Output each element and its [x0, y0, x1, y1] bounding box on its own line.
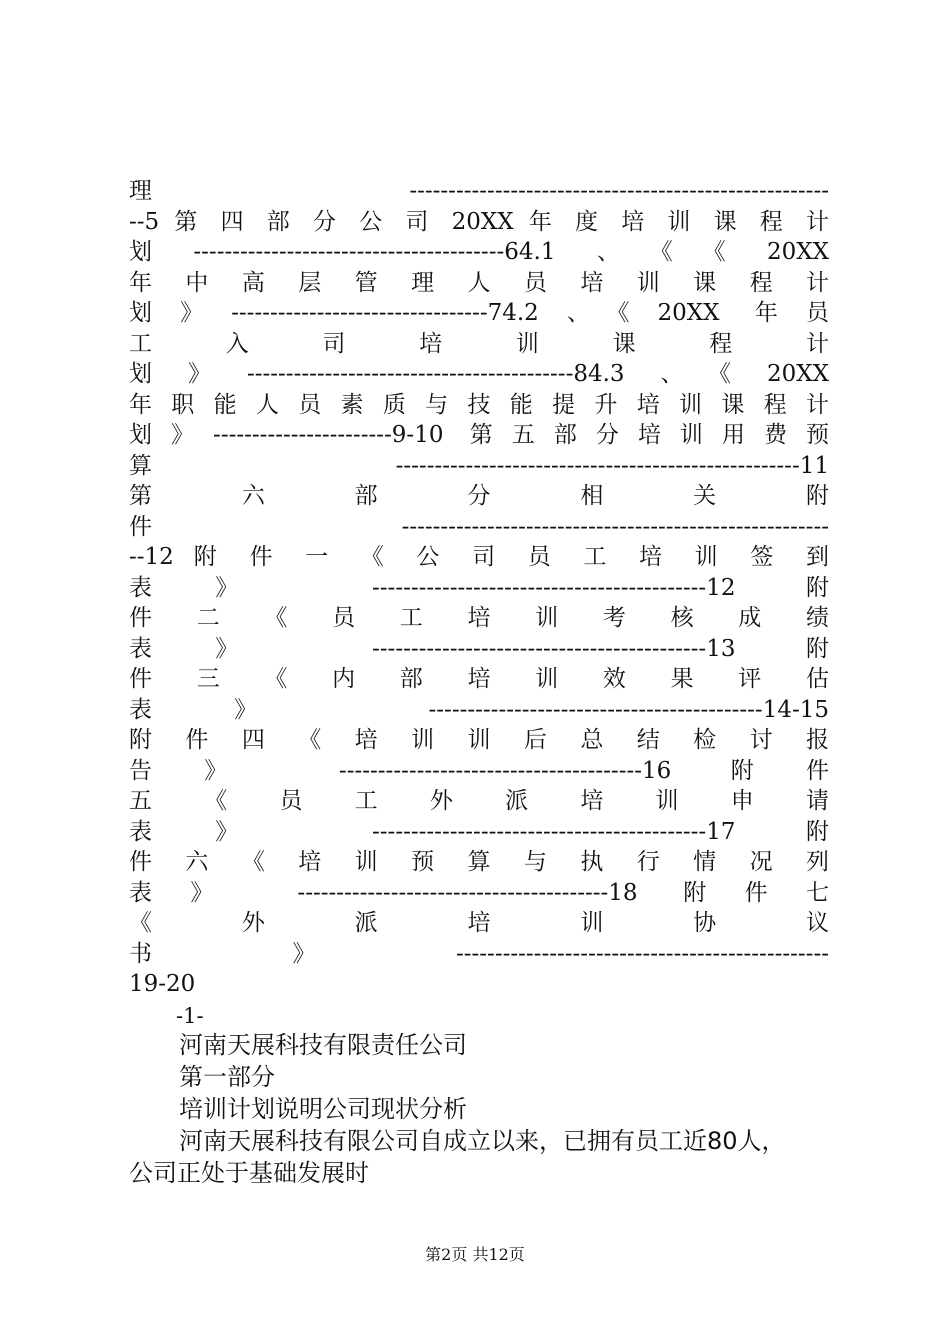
toc-line: 《 外 派 培 训 协 议 [129, 910, 829, 936]
toc-line: 年 中 高 层 管 理 人 员 培 训 课 程 计 [129, 269, 829, 296]
toc-line: 表》 -------------------------------------------17 附 [129, 818, 829, 845]
toc-line: 告》 ---------------------------------------16 附件 [129, 757, 829, 784]
toc-line: 划》---------------------------------74.2、《20XX 年员 [129, 300, 829, 326]
toc-line: 件------------------------------------------------------- [129, 513, 829, 540]
document-body [129, 1003, 849, 1189]
paragraph-line: 河南天展科技有限公司自成立以来，已拥有员工近80人， [179, 1127, 786, 1155]
section-title: 第一部分 [179, 1063, 275, 1091]
toc-line: 划》------------------------------------------84.3、《20XX [129, 361, 829, 387]
toc-line: 件 六 《 培 训 预 算 与 执 行 情 况 列 [129, 849, 829, 875]
section-subtitle: 培训计划说明公司现状分析 [179, 1095, 467, 1123]
page-footer: 第2页 共12页 [425, 1245, 525, 1264]
page-marker: -1- [176, 1004, 204, 1028]
toc-line: 件 二 《 员 工 培 训 考 核 成 绩 [129, 605, 829, 631]
toc-line: 划》-----------------------9-10 第五部分培训用费预 [129, 422, 829, 448]
company-name: 河南天展科技有限责任公司 [179, 1031, 467, 1059]
toc-line: 表》 -------------------------------------------13 附 [129, 635, 829, 662]
toc-line: 19-20 [129, 971, 196, 997]
toc-line: --12 附 件 一 《 公 司 员 工 培 训 签 到 [129, 544, 829, 570]
toc-line: 理 ------------------------------------------------------ [129, 178, 829, 204]
toc-line: 件 三 《 内 部 培 训 效 果 评 估 [129, 666, 829, 692]
table-of-contents [129, 176, 829, 1000]
toc-line: 年 职 能 人 员 素 质 与 技 能 提 升 培 训 课 程 计 [129, 391, 829, 418]
toc-line: 五 《 员 工 外 派 培 训 申 请 [129, 788, 829, 814]
toc-line: 表》 -------------------------------------------14-15 [129, 696, 829, 723]
paragraph-line: 公司正处于基础发展时 [129, 1159, 369, 1187]
toc-line: 第 六 部 分 相 关 附 [129, 483, 829, 509]
toc-line: --5 第 四 部 分 公 司 20XX 年 度 培 训 课 程 计 [129, 208, 829, 235]
toc-line: 书 》 ------------------------------------------------ [129, 940, 829, 967]
toc-line: 划----------------------------------------64.1、《《20XX [129, 239, 829, 265]
toc-line: 表》 ----------------------------------------18 附件七 [129, 879, 829, 906]
toc-line: 附 件 四 《 培 训 训 后 总 结 检 讨 报 [129, 727, 829, 753]
toc-line: 工 入 司 培 训 课 程 计 [129, 330, 829, 357]
toc-line: 表》 -------------------------------------------12 附 [129, 574, 829, 601]
toc-line: 算----------------------------------------------------11 [129, 452, 829, 479]
